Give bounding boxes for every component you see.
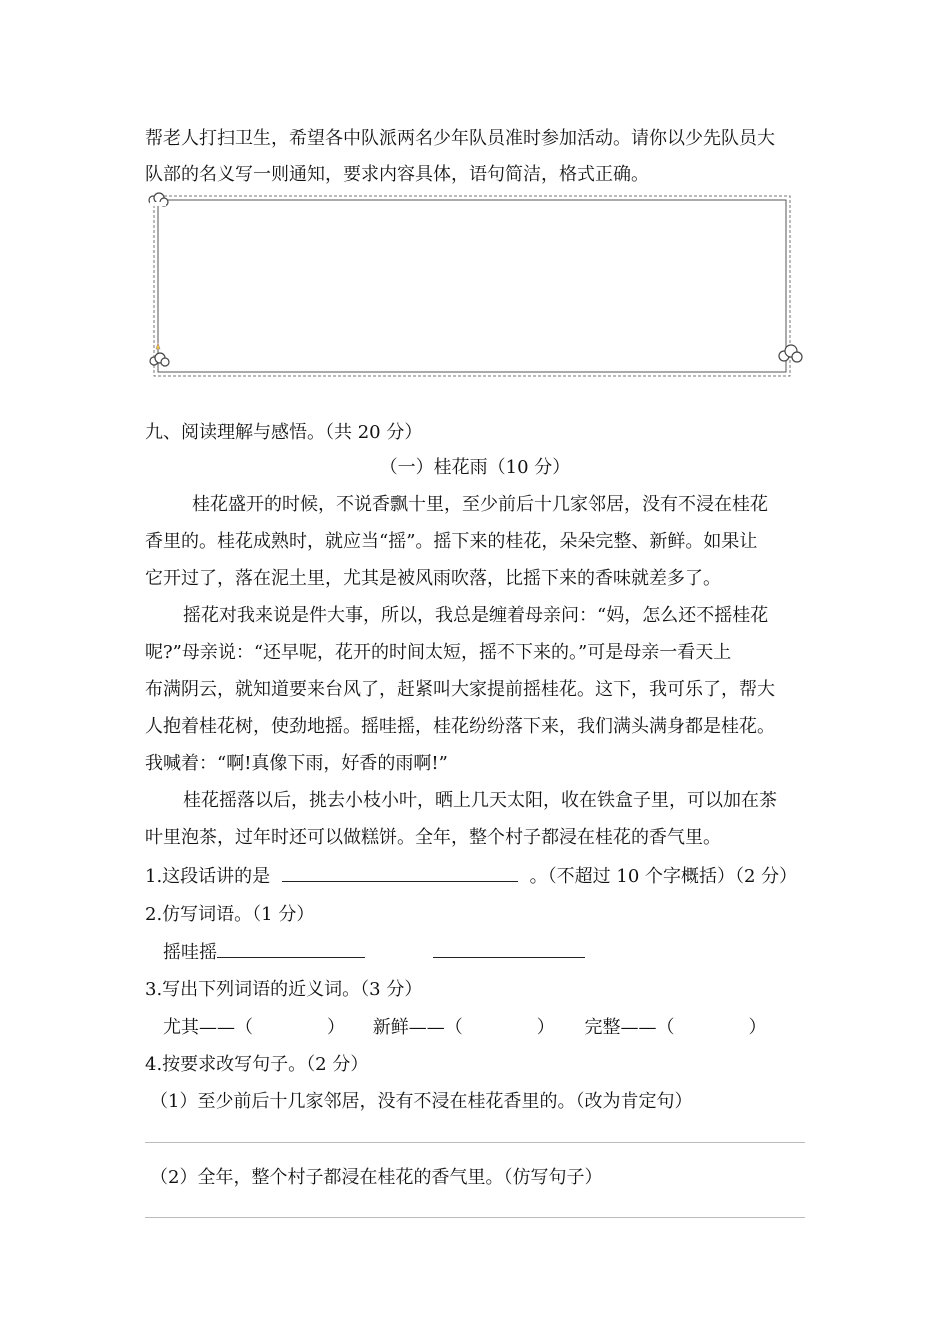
answer-line-1[interactable] [145,1142,805,1143]
passage-line-3: 它开过了，落在泥土里，尤其是被风雨吹落，比摇下来的香味就差多了。 [145,568,721,589]
question-4-1: （1）至少前后十几家邻居，没有不浸在桂花香里的。（改为肯定句） [150,1091,693,1112]
passage-line-10: 叶里泡茶，过年时还可以做糕饼。全年，整个村子都浸在桂花的香气里。 [145,827,721,848]
synonym-close-1: ） [327,1017,345,1038]
synonym-item-1: 尤其——（ [163,1017,253,1038]
synonym-item-3: 完整——（ [584,1017,675,1038]
answer-line-2[interactable] [145,1217,805,1218]
question-2-blank-2[interactable] [433,939,585,958]
passage-line-8: 我喊着：“啊!真像下雨，好香的雨啊!” [145,753,448,774]
passage-line-2: 香里的。桂花成熟时，就应当“摇”。摇下来的桂花，朵朵完整、新鲜。如果让 [145,531,758,552]
passage-line-6: 布满阴云，就知道要来台风了，赶紧叫大家提前摇桂花。这下，我可乐了，帮大 [145,679,775,700]
intro-line-1: 帮老人打扫卫生，希望各中队派两名少年队员准时参加活动。请你以少先队员大 [145,128,775,149]
star-icon [156,343,160,349]
question-4: 4.按要求改写句子。（2 分） [145,1054,369,1075]
passage-line-9: 桂花摇落以后，挑去小枝小叶，晒上几天太阳，收在铁盒子里，可以加在茶 [183,790,777,811]
writing-box-frame [148,195,808,380]
passage-line-4: 摇花对我来说是件大事，所以，我总是缠着母亲问：“妈，怎么还不摇桂花 [183,605,769,626]
question-2: 2.仿写词语。（1 分） [145,904,315,925]
question-3: 3.写出下列词语的近义词。（3 分） [145,979,423,1000]
passage-line-7: 人抱着桂花树，使劲地摇。摇哇摇，桂花纷纷落下来，我们满头满身都是桂花。 [145,716,775,737]
question-3-row [163,1013,766,1039]
question-1-suffix: 。（不超过 10 个字概括）（2 分） [529,866,798,887]
question-4-2: （2）全年，整个村子都浸在桂花的香气里。（仿写句子） [150,1167,603,1188]
passage-title: （一）桂花雨（10 分） [379,457,571,478]
writing-box[interactable] [158,200,794,375]
question-1-prefix: 1.这段话讲的是 [145,866,271,887]
cloud-icon [149,193,168,206]
intro-line-2: 队部的名义写一则通知，要求内容具体，语句简洁，格式正确。 [145,164,649,185]
cloud-icon [150,353,169,366]
question-1-answer-blank[interactable] [282,863,518,882]
passage-line-5: 呢?”母亲说：“还早呢，花开的时间太短，摇不下来的。”可是母亲一看天上 [145,642,732,663]
question-2-row [163,938,585,964]
question-1 [145,862,797,888]
synonym-item-2: 新鲜——（ [372,1017,463,1038]
synonym-close-3: ） [748,1017,767,1038]
question-2-example: 摇哇摇 [163,942,217,963]
question-2-blank-1[interactable] [217,939,365,958]
cloud-icon [779,345,802,362]
synonym-close-2: ） [536,1017,555,1038]
section-heading: 九、阅读理解与感悟。（共 20 分） [145,422,423,443]
passage-line-1: 桂花盛开的时候，不说香飘十里，至少前后十几家邻居，没有不浸在桂花 [192,494,768,515]
